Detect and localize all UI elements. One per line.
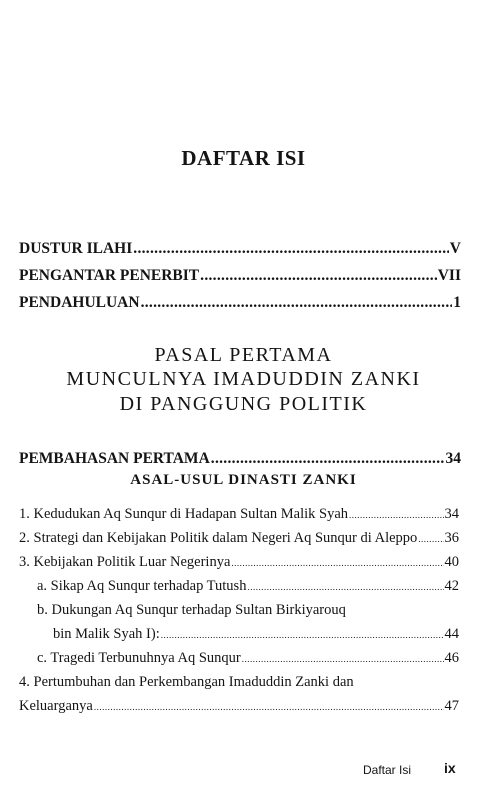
toc-entry-4 [19,698,459,715]
dot-leader [211,450,445,468]
dot-leader [161,630,444,640]
dot-leader [200,267,437,285]
toc-label: 3. Kebijakan Politik Luar Negerinya [19,554,231,570]
toc-entry-1 [19,506,459,523]
toc-front-pendahuluan [19,294,461,312]
dot-leader [418,534,443,544]
toc-page-number: 1 [453,294,461,311]
page-number: ix [444,760,456,776]
toc-page-number: 40 [444,554,459,570]
toc-page-number: 47 [444,698,459,714]
toc-page-number: VII [437,267,461,284]
dot-leader [349,510,443,520]
toc-entry-4-line-1: 4. Pertumbuhan dan Perkembangan Imaduddin Zanki dan [19,674,354,690]
toc-page-number: 42 [444,578,459,594]
toc-page-number: V [449,240,461,257]
toc-page-number: 36 [444,530,459,546]
toc-entry-3c [37,650,459,667]
running-footer-label: Daftar Isi [363,763,412,777]
dot-leader [141,294,453,312]
chapter-heading-line-3: DI PANGGUNG POLITIK [119,393,368,415]
toc-section-pembahasan [19,450,461,468]
dot-leader [94,702,444,712]
toc-label: PEMBAHASAN PERTAMA [19,450,210,467]
toc-front-dustur [19,240,461,258]
toc-label: PENDAHULUAN [19,294,140,311]
toc-page-number: 34 [444,506,459,522]
toc-front-pengantar [19,267,461,285]
toc-label: Keluarganya [19,698,93,714]
toc-entry-3b-line-1: b. Dukungan Aq Sunqur terhadap Sultan Birkiyarouq [37,602,346,618]
toc-entry-2 [19,530,459,547]
page-title: DAFTAR ISI [181,146,306,170]
chapter-heading-line-1: PASAL PERTAMA [154,344,333,366]
dot-leader [231,558,443,568]
toc-entry-3b [53,626,459,643]
chapter-heading-line-2: MUNCULNYA IMADUDDIN ZANKI [66,368,421,390]
toc-label: PENGANTAR PENERBIT [19,267,200,284]
dot-leader [242,654,444,664]
section-subheading: ASAL-USUL DINASTI ZANKI [130,472,357,488]
dot-leader [247,582,443,592]
toc-label: c. Tragedi Terbunuhnya Aq Sunqur [37,650,241,666]
toc-label: DUSTUR ILAHI [19,240,133,257]
toc-label: 2. Strategi dan Kebijakan Politik dalam Negeri Aq Sunqur di Aleppo [19,530,418,546]
toc-label: a. Sikap Aq Sunqur terhadap Tutush [37,578,247,594]
toc-entry-3a [37,578,459,595]
toc-page-number: 44 [444,626,459,642]
toc-entry-3 [19,554,459,571]
dot-leader [133,240,449,258]
toc-page-number: 34 [445,450,461,467]
toc-label: bin Malik Syah I): [53,626,160,642]
toc-label: 1. Kedudukan Aq Sunqur di Hadapan Sultan Malik Syah [19,506,349,522]
toc-page-number: 46 [444,650,459,666]
